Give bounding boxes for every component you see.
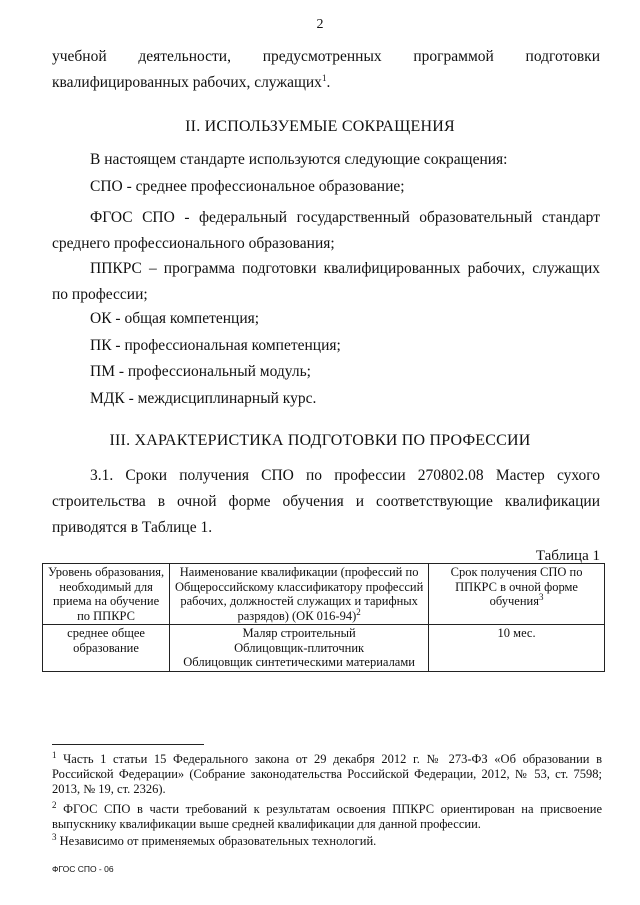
footnote-separator <box>52 744 204 745</box>
header-qualification-name: Наименование квалификации (профессий по Общероссийскому классификатору профессий рабочих, должностей служащих и тарифных разрядов) (ОК 016-94)$^2$ <box>170 564 429 625</box>
footnote-1: $^1$ Часть 1 статьи 15 Федерального закона от 29 декабря 2012 г. № 273-ФЗ «Об образовании в Российской Федерации» (Собрание законодательства Российской Федерации, 2012, № 53, ст. 7598; 2013, № 19, ст. 2326). <box>52 749 602 796</box>
footnote-ref-3: 3 <box>539 591 544 602</box>
page-number: 2 <box>316 17 324 32</box>
qualification-item: Облицовщик-плиточник <box>234 640 365 655</box>
abbrev-item-pm: ПМ - профессиональный модуль; <box>90 363 311 380</box>
footnote-3: $^3$ Независимо от применяемых образовательных технологий. <box>52 831 377 848</box>
section-3-heading: III. ХАРАКТЕРИСТИКА ПОДГОТОВКИ ПО ПРОФЕССИИ <box>109 432 531 449</box>
header-study-term: Срок получения СПО по ППКРС в очной форме обучения$^3$ <box>429 564 605 625</box>
cell-study-term: 10 мес. <box>429 625 605 672</box>
intro-line-2 <box>52 70 600 96</box>
qualifications-table <box>42 563 605 672</box>
abbrev-item-ppkrs: ППКРС – программа подготовки квалифицированных рабочих, служащих по профессии; <box>52 260 600 303</box>
section-3-paragraph: 3.1. Сроки получения СПО по профессии 270802.08 Мастер сухого строительства в очной форме обучения и соответствующие квалификации приводятся в Таблице 1. <box>52 467 600 536</box>
abbrev-item-pk: ПК - профессиональная компетенция; <box>90 337 341 354</box>
intro-line-2-end: . <box>326 74 331 91</box>
abbrev-item-spo: СПО - среднее профессиональное образование; <box>90 178 405 195</box>
qualification-item: Облицовщик синтетическими материалами <box>183 655 415 669</box>
header-education-level: Уровень образования, необходимый для приема на обучение по ППКРС <box>43 564 170 625</box>
table-caption: Таблица 1 <box>535 548 600 564</box>
footnote-ref-2: 2 <box>356 606 361 617</box>
abbrev-item-ok: ОК - общая компетенция; <box>90 310 260 327</box>
qualification-item: Маляр строительный <box>242 626 356 640</box>
intro-line-2-text: квалифицированных рабочих, служащих <box>52 74 322 91</box>
section-2-heading: II. ИСПОЛЬЗУЕМЫЕ СОКРАЩЕНИЯ <box>185 118 455 135</box>
footnote-2: $^2$ ФГОС СПО в части требований к результатам освоения ППКРС ориентирован на присвоение выпускнику квалификации выше средней квалификации для данной профессии. <box>52 799 603 831</box>
abbrev-item-fgos: ФГОС СПО - федеральный государственный образовательный стандарт среднего профессионального образования; <box>52 209 600 252</box>
intro-line-1: учебной деятельности, предусмотренных программой подготовки <box>52 48 600 65</box>
table-row <box>43 625 605 672</box>
abbrev-lead: В настоящем стандарте используются следующие сокращения: <box>90 151 508 168</box>
footnote-ref-1: 1 <box>321 72 327 83</box>
cell-qualifications <box>170 625 429 672</box>
document-footer: ФГОС СПО - 06 <box>52 864 114 874</box>
abbrev-item-mdk: МДК - междисциплинарный курс. <box>90 390 317 407</box>
cell-education-level: среднее общее образование <box>43 625 170 672</box>
table-header-row <box>43 564 605 625</box>
